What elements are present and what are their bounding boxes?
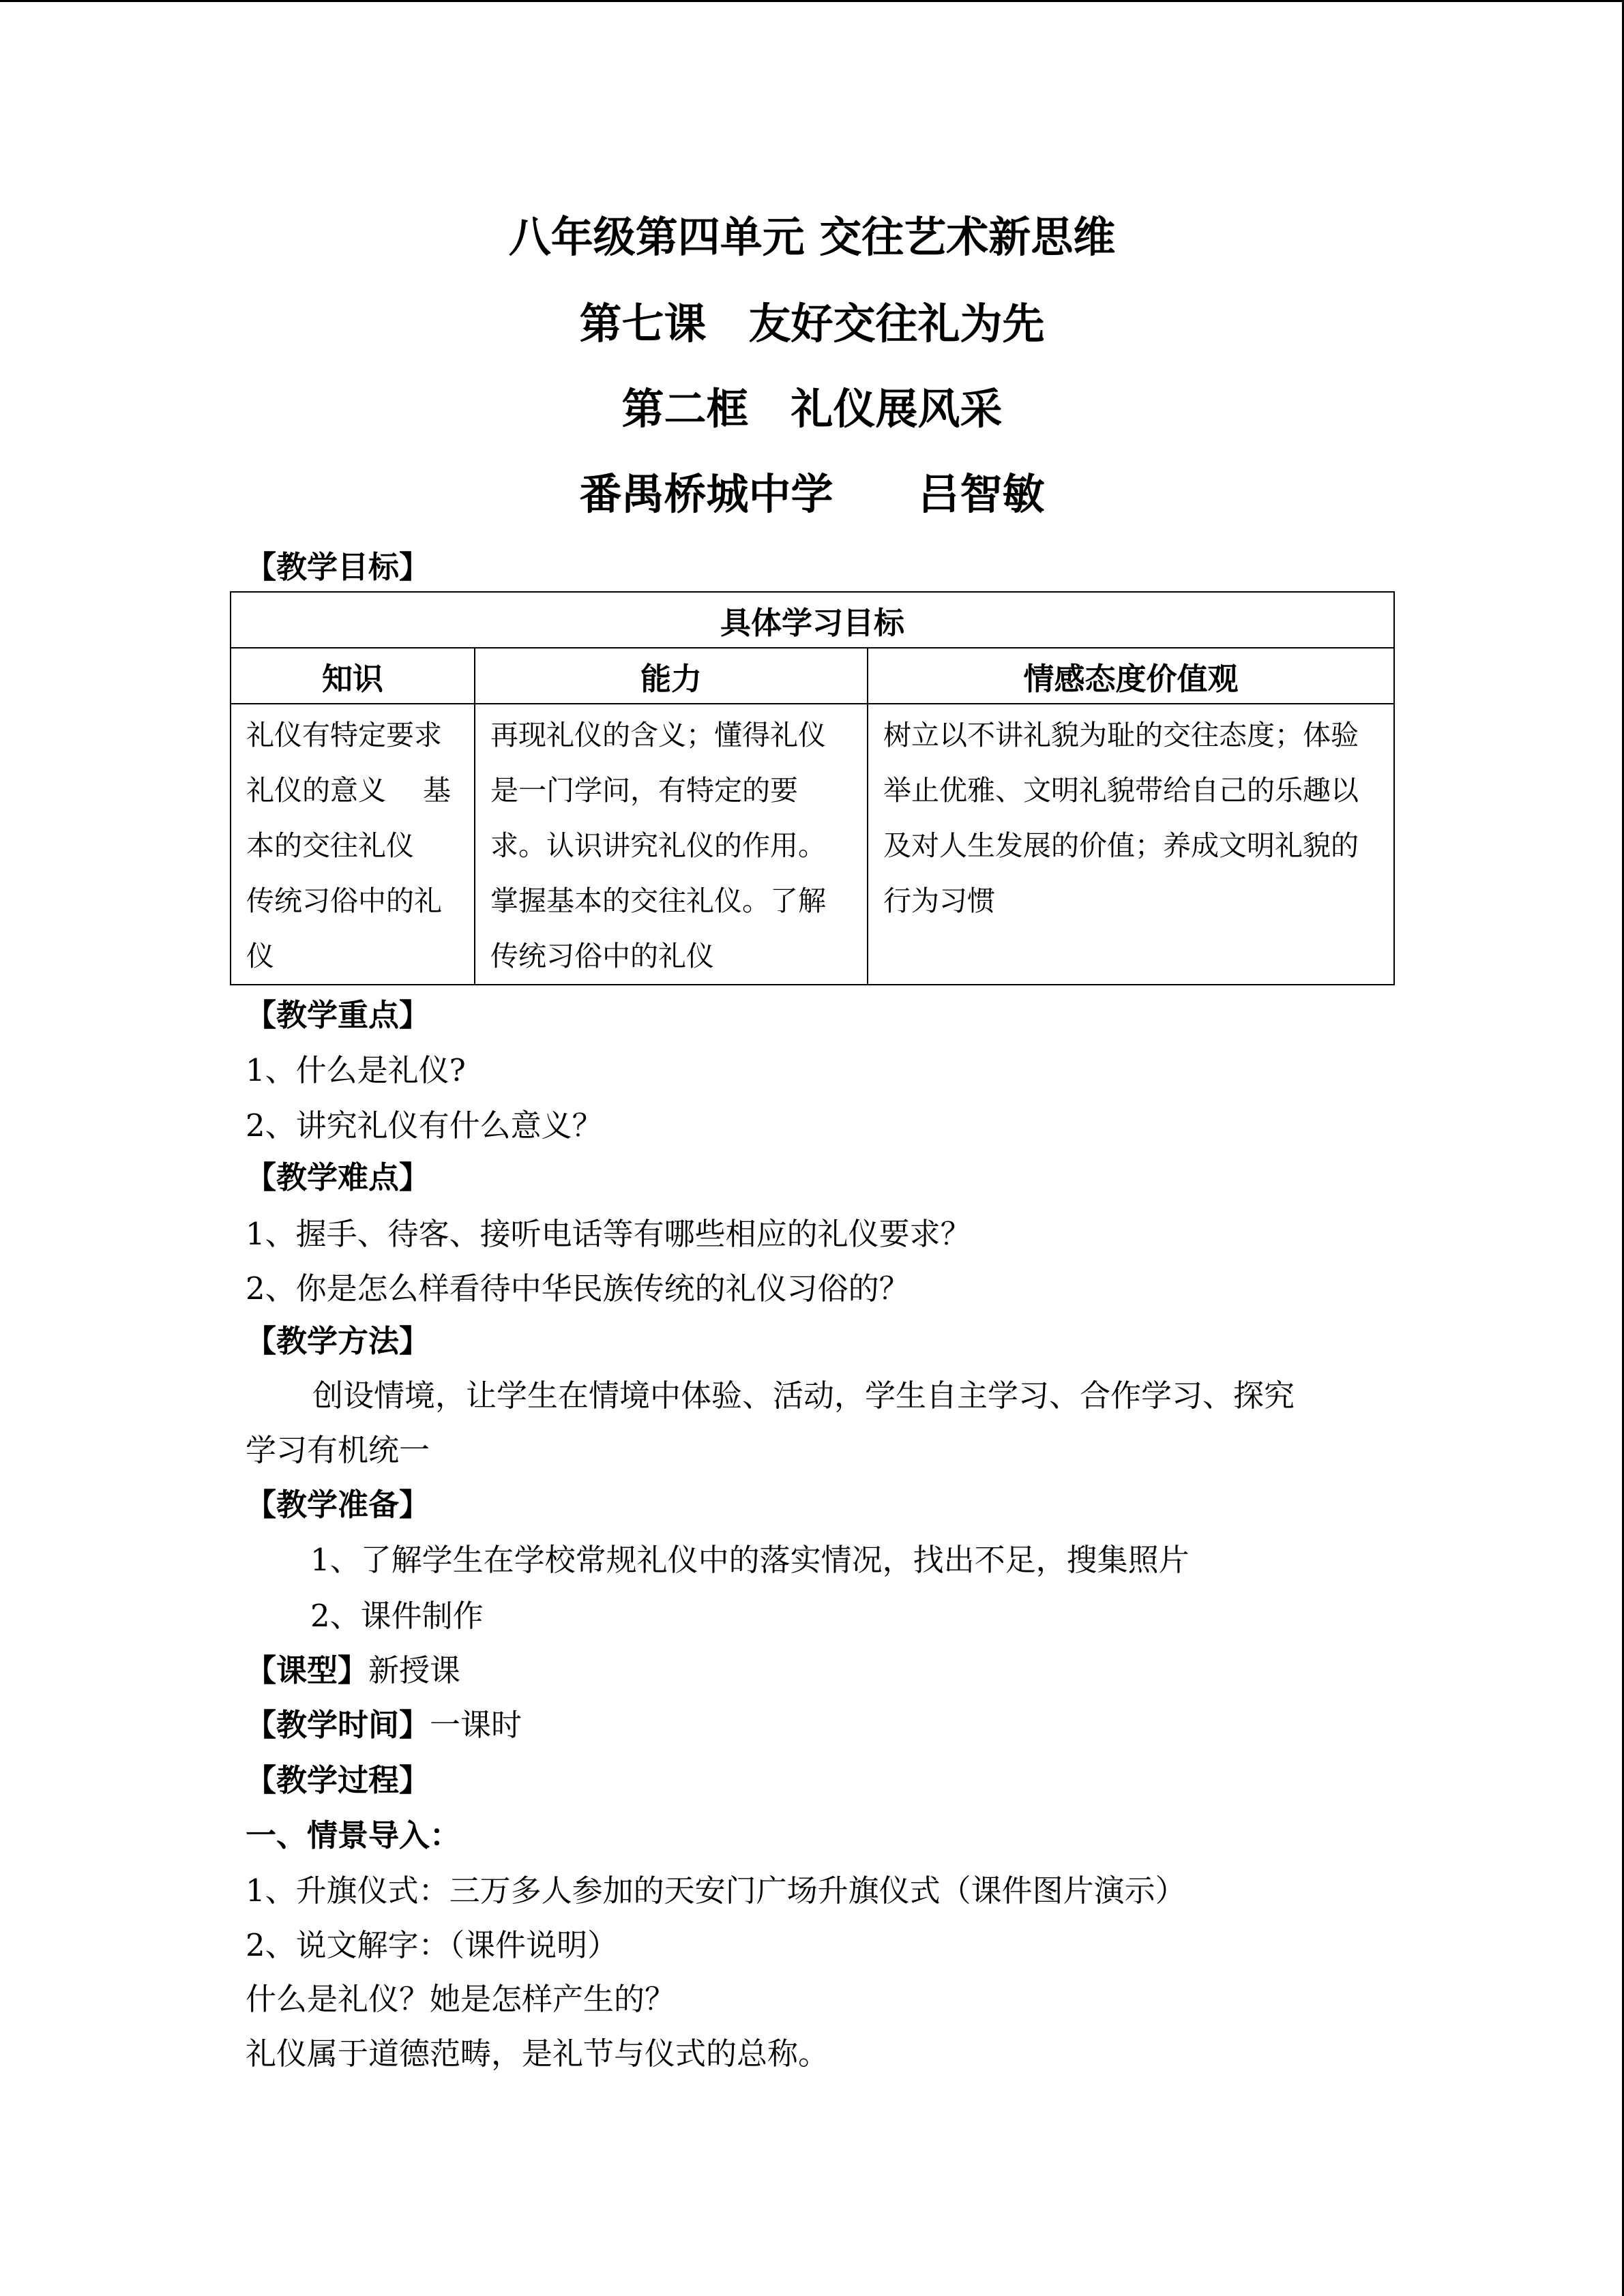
ability-line: 求。认识讲究礼仪的作用。 — [490, 829, 826, 862]
part1-heading: 一、情景导入： — [246, 1817, 461, 1853]
preparation-item: 1、了解学生在学校常规礼仪中的落实情况，找出不足，搜集照片 — [310, 1542, 1190, 1578]
lesson-type-value: 新授课 — [368, 1652, 461, 1688]
learning-goals-table — [230, 591, 1395, 985]
lesson-time-heading: 【教学时间】 — [246, 1707, 430, 1743]
values-line: 树立以不讲礼貌为耻的交往态度；体验 — [883, 719, 1359, 751]
part1-line: 1、升旗仪式：三万多人参加的天安门广场升旗仪式（课件图片演示） — [246, 1873, 1186, 1909]
lesson-time-line — [246, 1705, 522, 1746]
lesson-title: 第七课 友好交往礼为先 — [579, 299, 1045, 348]
method-text: 学习有机统一 — [246, 1432, 430, 1468]
difficult-point-item: 2、你是怎么样看待中华民族传统的礼仪习俗的？ — [246, 1270, 910, 1307]
knowledge-line: 传统习俗中的礼 — [246, 884, 442, 917]
unit-title: 八年级第四单元 交往艺术新思维 — [508, 212, 1116, 262]
difficult-points-heading: 【教学难点】 — [246, 1159, 430, 1195]
preparation-heading: 【教学准备】 — [246, 1487, 430, 1523]
goals-heading: 【教学目标】 — [246, 549, 430, 585]
header-knowledge: 知识 — [231, 648, 475, 704]
method-text: 创设情境，让学生在情境中体验、活动，学生自主学习、合作学习、探究 — [312, 1377, 1295, 1414]
values-cell — [868, 704, 1394, 985]
author-line: 番禺桥城中学 吕智敏 — [579, 469, 1045, 519]
table-caption: 具体学习目标 — [231, 592, 1394, 648]
process-heading: 【教学过程】 — [246, 1762, 430, 1798]
knowledge-line: 本的交往礼仪 — [246, 829, 414, 862]
page-top-border — [0, 0, 1624, 2]
ability-line: 传统习俗中的礼仪 — [490, 940, 714, 972]
values-line: 及对人生发展的价值；养成文明礼貌的 — [883, 829, 1359, 862]
values-line: 举止优雅、文明礼貌带给自己的乐趣以 — [883, 774, 1359, 807]
header-values: 情感态度价值观 — [868, 648, 1394, 704]
part1-line: 2、说文解字：（课件说明） — [246, 1927, 619, 1963]
values-line: 行为习惯 — [883, 884, 995, 917]
part1-line: 礼仪属于道德范畴，是礼节与仪式的总称。 — [246, 2036, 829, 2072]
knowledge-line: 仪 — [246, 940, 274, 972]
key-points-heading: 【教学重点】 — [246, 997, 430, 1033]
ability-line: 再现礼仪的含义；懂得礼仪 — [490, 719, 826, 751]
ability-line: 掌握基本的交往礼仪。了解 — [490, 884, 826, 917]
header-ability: 能力 — [475, 648, 868, 704]
knowledge-line: 礼仪的意义 基 — [246, 774, 452, 807]
section-title: 第二框 礼仪展风采 — [621, 384, 1003, 434]
preparation-item: 2、课件制作 — [310, 1598, 484, 1634]
method-heading: 【教学方法】 — [246, 1323, 430, 1359]
lesson-type-heading: 【课型】 — [246, 1652, 369, 1688]
difficult-point-item: 1、握手、待客、接听电话等有哪些相应的礼仪要求？ — [246, 1216, 971, 1252]
knowledge-cell — [231, 704, 475, 985]
key-point-item: 1、什么是礼仪? — [246, 1052, 466, 1088]
lesson-time-value: 一课时 — [430, 1707, 522, 1743]
knowledge-line: 礼仪有特定要求 — [246, 719, 442, 751]
key-point-item: 2、讲究礼仪有什么意义？ — [246, 1107, 603, 1144]
ability-cell — [475, 704, 868, 985]
lesson-type-line — [246, 1650, 460, 1691]
ability-line: 是一门学问，有特定的要 — [490, 774, 798, 807]
part1-line: 什么是礼仪？她是怎样产生的？ — [246, 1981, 676, 2017]
